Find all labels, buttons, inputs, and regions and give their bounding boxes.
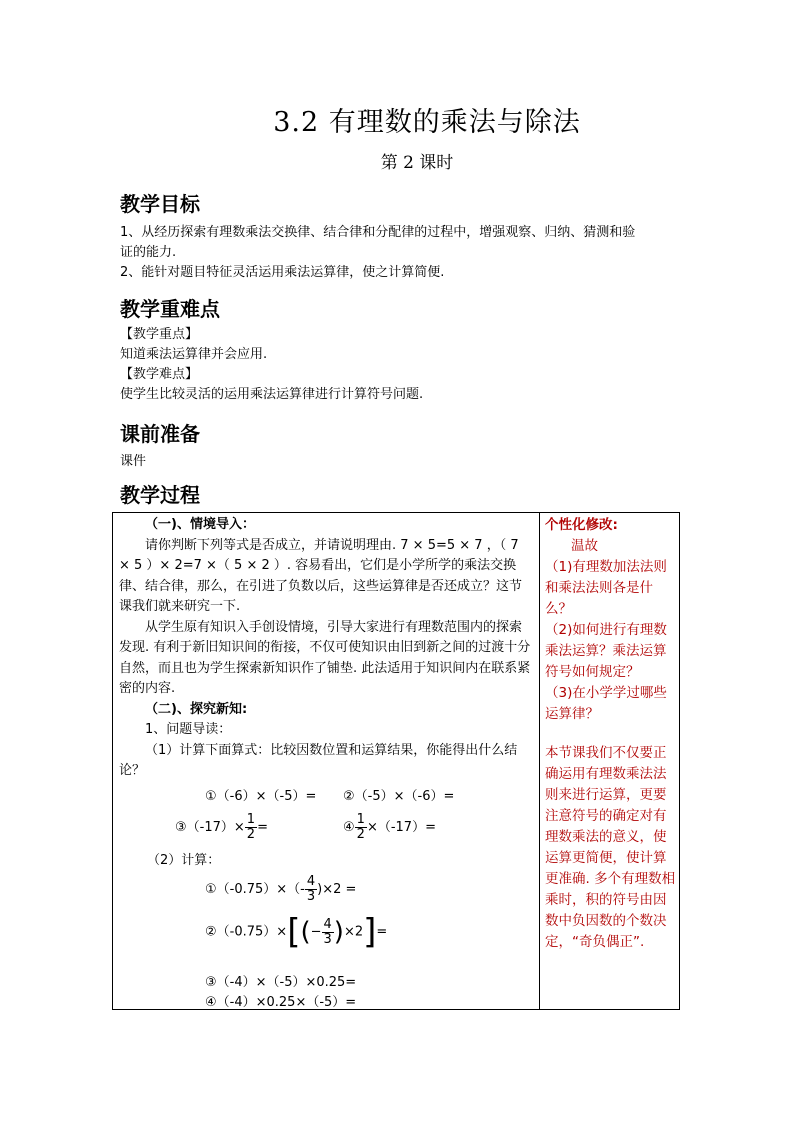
expr-3: ③（-17）× $\frac{1}{2}$ = xyxy=(175,812,268,842)
side-r2: （2)如何进行有理数乘法运算？乘法运算符号如何规定？ xyxy=(545,622,667,680)
side-note: 本节课我们不仅要正确运用有理数乘法法则来进行运算，更要注意符号的确定对有理数乘法的意义，使运算更简便，使计算更准确. 多个有理数相乘时，积的符号由因数中负因数的个数决定，“奇负偶正”. xyxy=(545,745,676,950)
question-label: 1、问题导读： xyxy=(145,722,232,737)
side-heading: 个性化修改: xyxy=(545,517,618,533)
question-2: （2）计算： xyxy=(147,853,221,868)
goals-text: 1、从经历探索有理数乘法交换律、结合律和分配律的过程中，增强观察、归纳、猜测和验 证的能力. 2、能针对题目特征灵活运用乘法运算律，使之计算简便. xyxy=(120,225,636,280)
process-table xyxy=(112,512,680,1010)
calc-3: ③（-4）×（-5）×0.25= xyxy=(205,975,357,990)
calc-2: ②（-0.75）×[(− $\frac{4}{3}$ )×2]= xyxy=(205,912,388,952)
intro-explanation: 从学生原有知识入手创设情境，引导大家进行有理数范围内的探索发现. 有利于新旧知识间的衔接，不仅可使知识由旧到新之间的过渡十分自然，而且也为学生探索新知识作了铺垫. 此法适用于知识间内在联系紧密的内容. xyxy=(119,619,531,696)
goals-heading: 教学目标 xyxy=(120,192,200,216)
expr-4: ④ $\frac{1}{2}$ ×（-17）= xyxy=(343,812,436,842)
calc-4: ④（-4）×0.25×（-5）= xyxy=(205,995,357,1010)
expr-2: ②（-5）×（-6）= xyxy=(343,789,455,804)
side-notes xyxy=(545,515,677,953)
side-r3: （3)在小学学过哪些运算律？ xyxy=(545,685,667,722)
fraction-four-thirds: $\frac{4}{3}$ xyxy=(323,916,332,947)
keypoints-heading: 教学重难点 xyxy=(120,297,220,321)
prep-heading: 课前准备 xyxy=(120,422,200,446)
explore-heading: （二)、探究新知: xyxy=(145,701,248,717)
calc-1: ①（-0.75）×（- $\frac{4}{3}$ )×2 = xyxy=(205,874,357,904)
main-column xyxy=(119,515,533,782)
question-1: （1）计算下面算式：比较因数位置和运算结果，你能得出什么结论？ xyxy=(119,742,518,778)
table-divider xyxy=(539,513,540,1009)
intro-paragraph: 请你判断下列等式是否成立，并请说明理由. 7 × 5=5 × 7 ，（ 7 × 5 ）× 2=7 ×（ 5 × 2 ）. 容易看出，它们是小学所学的乘法交换律、结合律，那么，在引进了负数以后，这些运算律是否还成立？这节课我们就来研究一下. xyxy=(119,537,523,614)
expr-1: ①（-6）×（-5）= xyxy=(205,789,317,804)
intro-heading: （一)、情境导入： xyxy=(145,517,255,532)
fraction-four-thirds: $\frac{4}{3}$ xyxy=(306,874,316,904)
prep-text: 课件 xyxy=(120,454,147,469)
process-heading: 教学过程 xyxy=(120,483,200,507)
keypoints-text: 【教学重点】 知道乘法运算律并会应用. 【教学难点】 使学生比较灵活的运用乘法运算律进行计算符号问题. xyxy=(120,327,424,402)
side-r1: （1)有理数加法法则和乘法法则各是什么？ xyxy=(545,559,667,617)
fraction-half: $\frac{1}{2}$ xyxy=(246,812,256,842)
side-review: 温故 xyxy=(571,538,598,554)
fraction-half: $\frac{1}{2}$ xyxy=(356,812,365,842)
page-title: 3.2 有理数的乘法与除法 xyxy=(273,107,581,138)
page-subtitle: 第 2 课时 xyxy=(380,153,454,173)
